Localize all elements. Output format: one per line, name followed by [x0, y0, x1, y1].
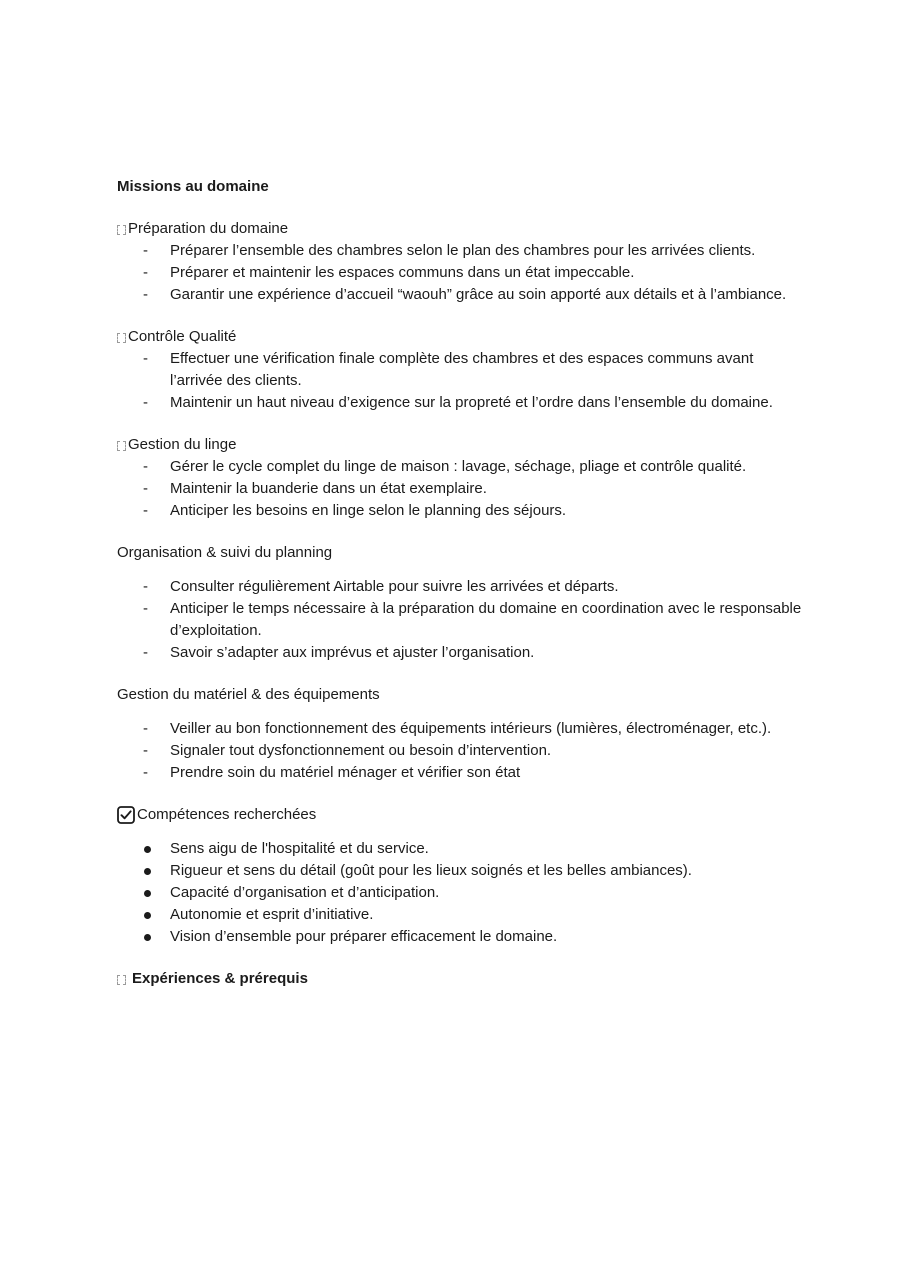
list-item: - Maintenir la buanderie dans un état exemplaire.	[117, 478, 817, 500]
dash-marker: -	[143, 600, 148, 617]
section-heading: Gestion du matériel & des équipements	[117, 686, 380, 703]
section-heading: Expériences & prérequis	[132, 970, 308, 987]
section-heading: Préparation du domaine	[128, 220, 289, 237]
dash-marker: -	[143, 578, 148, 595]
bullet-dot	[144, 934, 151, 941]
section-gestion-linge	[117, 434, 817, 522]
list-item: - Garantir une expérience d’accueil “waouh” grâce au soin apporté aux détails et à l’ambiance.	[117, 284, 817, 306]
dash-marker: -	[143, 480, 148, 497]
section-heading: Gestion du linge	[128, 436, 237, 453]
list-item: - Préparer et maintenir les espaces communs dans un état impeccable.	[117, 262, 817, 284]
task-list	[117, 718, 817, 784]
section-competences	[117, 804, 817, 948]
section-heading: Contrôle Qualité	[128, 328, 237, 345]
dash-marker: -	[143, 350, 148, 367]
dash-marker: -	[143, 394, 148, 411]
list-item: - Prendre soin du matériel ménager et vérifier son état	[117, 762, 817, 784]
bullet-dot	[144, 890, 151, 897]
dash-marker: -	[143, 720, 148, 737]
task-list	[117, 348, 817, 414]
checkbox-checked-icon	[117, 806, 135, 824]
list-item: - Anticiper les besoins en linge selon le planning des séjours.	[117, 500, 817, 522]
dash-marker: -	[143, 764, 148, 781]
section-heading: Compétences recherchées	[137, 806, 317, 823]
checkbox-placeholder-icon	[117, 333, 126, 343]
list-item: - Signaler tout dysfonctionnement ou besoin d’intervention.	[117, 740, 817, 762]
checkbox-placeholder-icon	[117, 975, 126, 985]
dash-marker: -	[143, 644, 148, 661]
section-organisation-planning	[117, 542, 817, 664]
skills-list	[117, 838, 817, 948]
checkbox-placeholder-icon	[117, 225, 126, 235]
list-item: - Consulter régulièrement Airtable pour suivre les arrivées et départs.	[117, 576, 817, 598]
list-item: Rigueur et sens du détail (goût pour les lieux soignés et les belles ambiances).	[117, 860, 817, 882]
list-item: - Effectuer une vérification finale complète des chambres et des espaces communs avant l’arrivée des clients.	[143, 350, 754, 389]
section-gestion-materiel	[117, 684, 817, 784]
list-item: - Préparer l’ensemble des chambres selon le plan des chambres pour les arrivées clients.	[117, 240, 817, 262]
list-item: - Veiller au bon fonctionnement des équipements intérieurs (lumières, électroménager, etc.).	[117, 718, 817, 740]
list-item: - Anticiper le temps nécessaire à la préparation du domaine en coordination avec le responsable d’exploitation.	[143, 600, 802, 639]
section-preparation	[117, 218, 817, 306]
task-list	[117, 576, 817, 664]
task-list	[117, 240, 817, 306]
document-title: Missions au domaine	[117, 178, 269, 195]
list-item: Vision d’ensemble pour préparer efficacement le domaine.	[117, 926, 817, 948]
list-item: - Savoir s’adapter aux imprévus et ajuster l’organisation.	[117, 642, 817, 664]
bullet-dot	[144, 846, 151, 853]
section-controle-qualite	[117, 326, 817, 414]
list-item: - Maintenir un haut niveau d’exigence sur la propreté et l’ordre dans l’ensemble du domaine.	[117, 392, 817, 414]
bullet-dot	[144, 868, 151, 875]
dash-marker: -	[143, 502, 148, 519]
dash-marker: -	[143, 264, 148, 281]
bullet-dot	[144, 912, 151, 919]
task-list	[117, 456, 817, 522]
list-item: Autonomie et esprit d’initiative.	[117, 904, 817, 926]
section-experiences	[117, 968, 817, 990]
list-item: Capacité d’organisation et d’anticipation.	[117, 882, 817, 904]
dash-marker: -	[143, 242, 148, 259]
dash-marker: -	[143, 458, 148, 475]
dash-marker: -	[143, 742, 148, 759]
checkbox-placeholder-icon	[117, 441, 126, 451]
section-heading: Organisation & suivi du planning	[117, 544, 333, 561]
list-item: Sens aigu de l'hospitalité et du service.	[117, 838, 817, 860]
document-page	[117, 176, 817, 1010]
list-item: - Gérer le cycle complet du linge de maison : lavage, séchage, pliage et contrôle qualité.	[117, 456, 817, 478]
dash-marker: -	[143, 286, 148, 303]
